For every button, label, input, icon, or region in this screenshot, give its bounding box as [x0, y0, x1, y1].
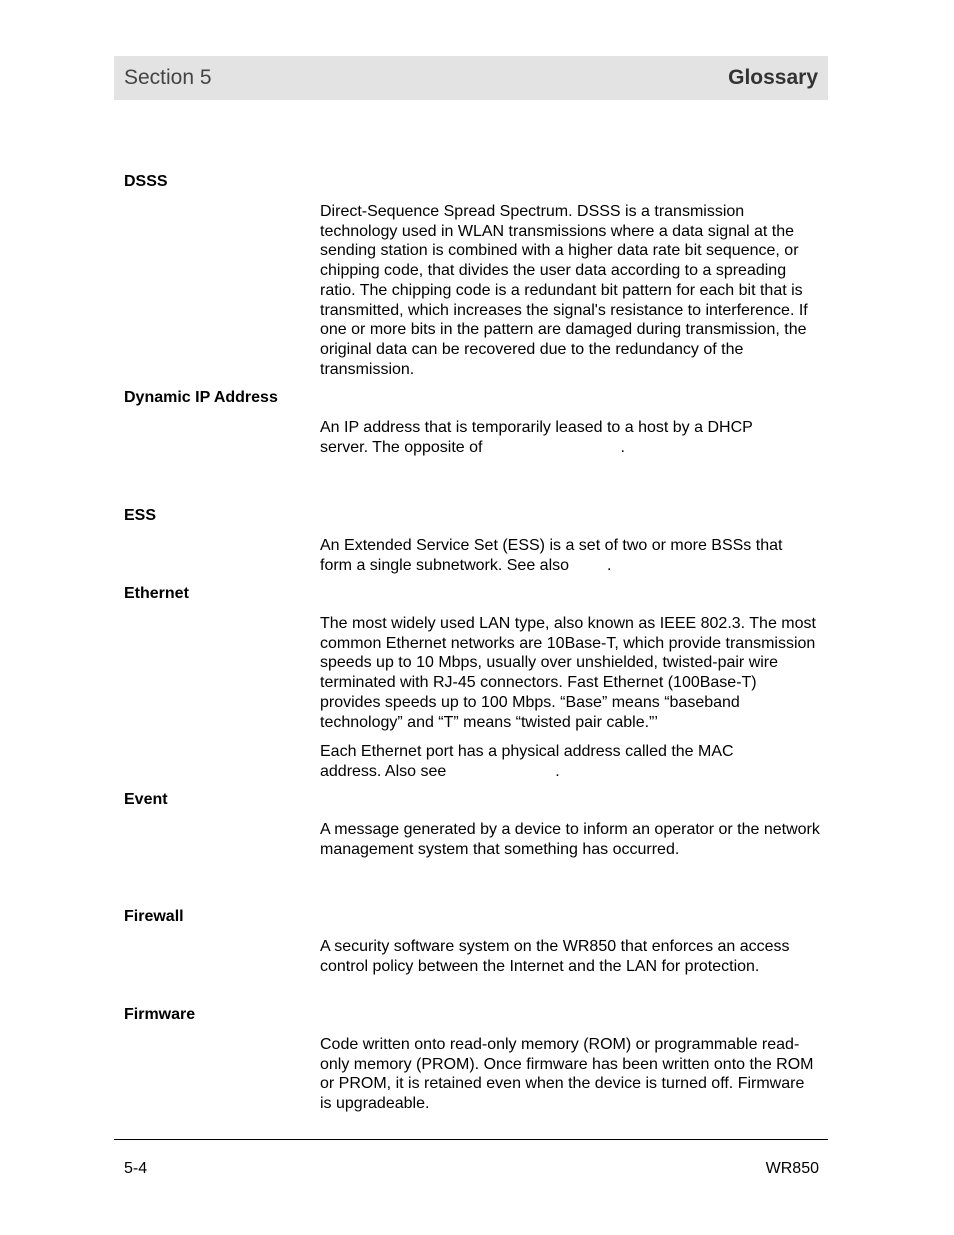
- definition-dsss: [320, 202, 820, 379]
- term-event: Event: [124, 791, 168, 808]
- definition-ethernet: [320, 614, 820, 732]
- term-firmware: Firmware: [124, 1006, 196, 1023]
- definition-line: Each Ethernet port has a physical address called the MAC: [320, 743, 734, 760]
- definition-firmware: [320, 1035, 820, 1114]
- section-label: Section 5: [124, 66, 212, 89]
- page-header: [114, 56, 828, 100]
- product-name: WR850: [765, 1160, 819, 1177]
- definition-paragraph: Direct-Sequence Spread Spectrum. DSSS is a transmission technology used in WLAN transmissions where a data signal at the sending station is combined with a higher data rate bit sequence, or chipping code, that divides the user data according to a spreading ratio. The chipping code is a redundant bit pattern for each bit that is transmitted, which increases the signal's resistance to interference. If one or more bits in the pattern are damaged during transmission, the original data can be recovered due to the redundancy of the transmission.: [320, 203, 808, 378]
- header-title: Glossary: [728, 66, 818, 89]
- footer-divider: [114, 1139, 828, 1140]
- definition-line: form a single subnetwork. See also .: [320, 556, 612, 574]
- definition-line: An IP address that is temporarily leased to a host by a DHCP: [320, 419, 753, 436]
- definition-paragraph: The most widely used LAN type, also known as IEEE 802.3. The most common Ethernet networks are 10Base-T, which provide transmission speeds up to 10 Mbps, usually over unshielded, twisted-pair wire terminated with RJ-45 connectors. Fast Ethernet (100Base-T) provides speeds up to 100 Mbps. “Base” means “baseband technology” and “T” means “twisted pair cable.”’: [320, 615, 816, 731]
- page-number: 5-4: [124, 1160, 148, 1177]
- term-ess: ESS: [124, 507, 157, 524]
- definition-ess: [320, 536, 820, 575]
- definition-event: [320, 820, 820, 859]
- term-firewall: Firewall: [124, 908, 184, 925]
- term-dynamic-ip-address: Dynamic IP Address: [124, 389, 278, 406]
- definition-line: address. Also see .: [320, 762, 560, 780]
- definition-line: server. The opposite of .: [320, 438, 625, 456]
- definition-firewall: [320, 937, 820, 976]
- definition-paragraph: Code written onto read-only memory (ROM) or programmable read-only memory (PROM). Once firmware has been written onto the ROM or PROM, it is retained even when the device is turned off. Firmware is upgradeable.: [320, 1036, 814, 1113]
- term-ethernet: Ethernet: [124, 585, 189, 602]
- definition-paragraph: A security software system on the WR850 that enforces an access control policy between the Internet and the LAN for protection.: [320, 938, 790, 975]
- definition-line: An Extended Service Set (ESS) is a set of two or more BSSs that: [320, 537, 783, 554]
- definition-ethernet-mac: [320, 742, 820, 781]
- definition-dynamic-ip-address: [320, 418, 820, 457]
- term-dsss: DSSS: [124, 173, 168, 190]
- definition-paragraph: A message generated by a device to inform an operator or the network management system that something has occurred.: [320, 821, 820, 858]
